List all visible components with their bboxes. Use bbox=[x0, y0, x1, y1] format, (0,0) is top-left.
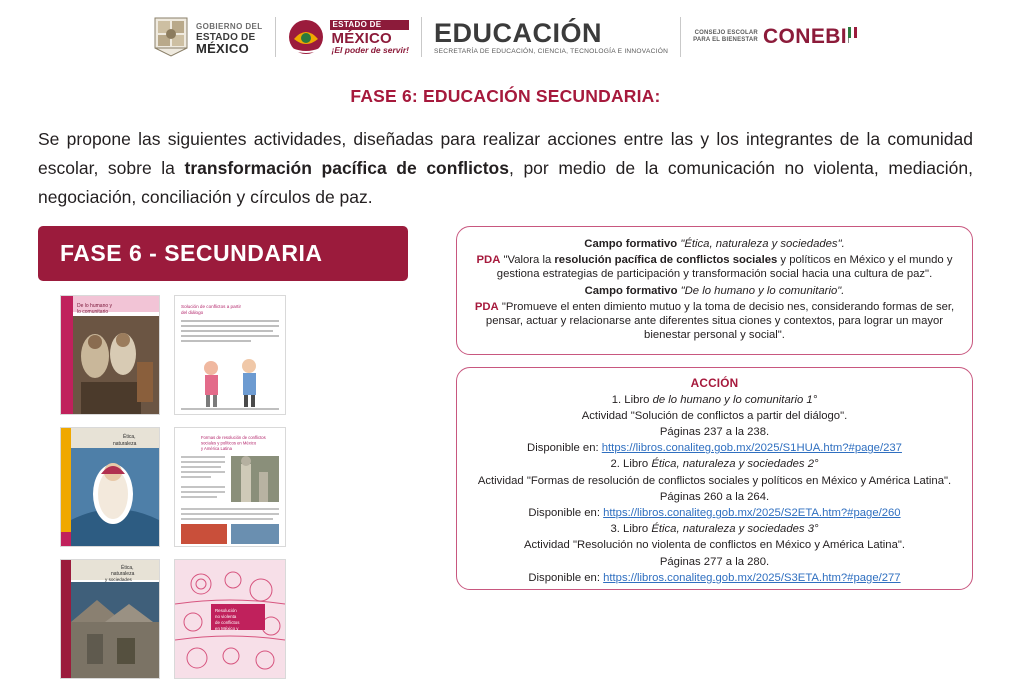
edomex-wordmark bbox=[330, 20, 409, 55]
intro-part-1: Se propone las siguientes actividades, diseñadas para realizar acciones entre las y los integrantes de la comunidad escolar, sobre la bbox=[38, 129, 973, 178]
accion-link-label-2: Disponible en: bbox=[528, 507, 604, 520]
book-cover-humano-comunitario[interactable] bbox=[60, 295, 160, 415]
educacion-logo bbox=[422, 11, 680, 63]
pda-label-1: PDA bbox=[476, 254, 501, 267]
campo-formativo-line-2 bbox=[471, 284, 958, 298]
accion-activity-1: Actividad "Solución de conflictos a partir del diálogo". bbox=[581, 409, 848, 422]
svg-text:Ética,: Ética, bbox=[123, 434, 136, 440]
accion-book-1-title: de lo humano y lo comunitario 1° bbox=[652, 393, 818, 406]
edomex-brand-logo bbox=[276, 11, 421, 63]
gobierno-line-1: GOBIERNO DEL bbox=[195, 21, 263, 31]
pda-label-2: PDA bbox=[474, 300, 499, 313]
accion-link-3[interactable]: https://libros.conaliteg.gob.mx/2025/S3ETA.htm?#page/277 bbox=[603, 571, 901, 584]
book-cover-etica-naturaleza-3[interactable] bbox=[60, 559, 160, 679]
campo-formativo-value-1: "Ética, naturaleza y sociedades". bbox=[680, 238, 845, 250]
institutional-header bbox=[0, 0, 1011, 68]
svg-text:y sociedades: y sociedades bbox=[105, 577, 132, 582]
svg-text:naturaleza: naturaleza bbox=[113, 441, 137, 447]
accion-link-row-1 bbox=[471, 441, 958, 455]
pda-line-1 bbox=[471, 253, 958, 281]
book-page-solucion-conflictos[interactable] bbox=[174, 295, 286, 415]
svg-text:del diálogo: del diálogo bbox=[181, 310, 204, 315]
accion-book-3-prefix: 3. Libro bbox=[610, 523, 652, 536]
pda-text-1-a: "Valora la bbox=[503, 254, 555, 267]
book-page-formas-resolucion[interactable] bbox=[174, 427, 286, 547]
edomex-top-text: ESTADO DE bbox=[330, 20, 409, 30]
pda-text-1-b: y políticos en México y el mundo y gestiona estrategias de participación y transformación social hacia una cultura de paz". bbox=[496, 254, 953, 281]
svg-text:De lo humano y: De lo humano y bbox=[77, 303, 113, 309]
accion-link-row-3 bbox=[471, 571, 958, 585]
formative-field-box bbox=[456, 226, 973, 355]
svg-text:Resolución: Resolución bbox=[215, 608, 237, 613]
campo-formativo-value-2: "De lo humano y lo comunitario". bbox=[680, 284, 845, 297]
government-shield-icon bbox=[154, 17, 188, 57]
conebi-word-text: CONEBI bbox=[762, 25, 848, 48]
accion-pages-3: Páginas 277 a la 280. bbox=[659, 555, 770, 568]
content-columns bbox=[0, 226, 1011, 677]
intro-part-2: , por medio de la comunicación no violenta, mediación, negociación, conciliación y círculos de paz. bbox=[38, 158, 974, 207]
accion-activity-2: Actividad "Formas de resolución de conflictos sociales y políticos en México y América Latina". bbox=[477, 474, 952, 487]
svg-text:Ética,: Ética, bbox=[121, 565, 134, 571]
svg-text:y América Latina: y América Latina bbox=[201, 446, 232, 451]
edomex-emblem-icon bbox=[288, 19, 324, 55]
gobierno-line-3: MÉXICO bbox=[195, 40, 250, 56]
accion-book-2-prefix: 2. Libro bbox=[610, 458, 652, 471]
accion-book-2 bbox=[471, 457, 958, 471]
svg-text:no violenta: no violenta bbox=[215, 614, 237, 619]
svg-text:lo comunitario: lo comunitario bbox=[77, 309, 109, 315]
svg-text:Formas de resolución de confli: Formas de resolución de conflictos bbox=[201, 435, 266, 440]
accion-pages-2: Páginas 260 a la 264. bbox=[659, 490, 770, 503]
pda-text-1-bold: resolución pacífica de conflictos sociales bbox=[554, 254, 778, 267]
svg-text:naturaleza: naturaleza bbox=[111, 571, 135, 577]
accion-link-1[interactable]: https://libros.conaliteg.gob.mx/2025/S1HUA.htm?#page/237 bbox=[601, 442, 902, 455]
gobierno-estado-mexico-logo bbox=[142, 11, 275, 63]
accion-link-row-2 bbox=[471, 506, 958, 520]
conebi-subtext bbox=[693, 30, 758, 45]
accion-book-3-title: Ética, naturaleza y sociedades 3° bbox=[651, 523, 819, 536]
pda-line-2 bbox=[471, 300, 958, 343]
conebi-line-1: CONSEJO ESCOLAR bbox=[694, 29, 758, 36]
educacion-title: EDUCACIÓN bbox=[434, 18, 603, 48]
campo-formativo-label-2: Campo formativo bbox=[584, 284, 678, 297]
accion-link-2[interactable]: https://libros.conaliteg.gob.mx/2025/S2ETA.htm?#page/260 bbox=[603, 507, 901, 520]
accion-link-label-1: Disponible en: bbox=[527, 442, 602, 455]
intro-bold-1: transformación pacífica de conflictos bbox=[184, 158, 509, 178]
accion-book-1 bbox=[471, 393, 958, 407]
flag-icon bbox=[848, 25, 857, 41]
campo-formativo-line-1 bbox=[471, 237, 958, 251]
conebi-line-2: PARA EL BIENESTAR bbox=[693, 37, 758, 43]
left-column bbox=[38, 226, 438, 677]
accion-activity-3: Actividad "Resolución no violenta de conflictos en México y América Latina". bbox=[523, 539, 906, 552]
intro-paragraph bbox=[38, 125, 973, 212]
svg-text:sociales y políticos en México: sociales y políticos en México bbox=[201, 440, 257, 446]
accion-title: ACCIÓN bbox=[690, 376, 739, 391]
svg-text:en México y: en México y bbox=[215, 626, 239, 631]
conebi-wordmark bbox=[763, 25, 857, 49]
gobierno-line-2: ESTADO DE bbox=[195, 31, 256, 43]
accion-book-3 bbox=[471, 522, 958, 536]
book-thumbnails-grid bbox=[38, 295, 438, 677]
accion-book-2-title: Ética, naturaleza y sociedades 2° bbox=[651, 458, 819, 471]
pda-text-2: "Promueve el enten dimiento mutuo y la toma de decisio nes, considerando formas de ser, pensar, actuar y relacionarse ante diferentes situa ciones y contextos, para lograr un mayor bienestar personal y social". bbox=[485, 300, 955, 342]
phase-banner: FASE 6 - SECUNDARIA bbox=[38, 226, 408, 281]
book-page-resolucion-no-violenta[interactable] bbox=[174, 559, 286, 679]
page-title: FASE 6: EDUCACIÓN SECUNDARIA: bbox=[350, 86, 661, 106]
campo-formativo-label-1: Campo formativo bbox=[584, 238, 678, 250]
right-column bbox=[456, 226, 973, 677]
edomex-mid-text: MÉXICO bbox=[331, 29, 392, 47]
book-cover-etica-naturaleza-2[interactable] bbox=[60, 427, 160, 547]
accion-pages-1: Páginas 237 a la 238. bbox=[659, 426, 770, 439]
accion-link-label-3: Disponible en: bbox=[528, 571, 604, 584]
gobierno-text bbox=[196, 21, 263, 54]
conebi-logo bbox=[681, 11, 869, 63]
svg-text:Solución de conflictos a parti: Solución de conflictos a partir bbox=[181, 304, 242, 309]
svg-text:de conflictos: de conflictos bbox=[215, 620, 240, 625]
educacion-subtitle: SECRETARÍA DE EDUCACIÓN, CIENCIA, TECNOLOGÍA E INNOVACIÓN bbox=[434, 48, 669, 55]
edomex-slogan: ¡El poder de servir! bbox=[331, 44, 410, 55]
accion-box bbox=[456, 367, 973, 590]
accion-book-1-prefix: 1. Libro bbox=[611, 393, 653, 406]
